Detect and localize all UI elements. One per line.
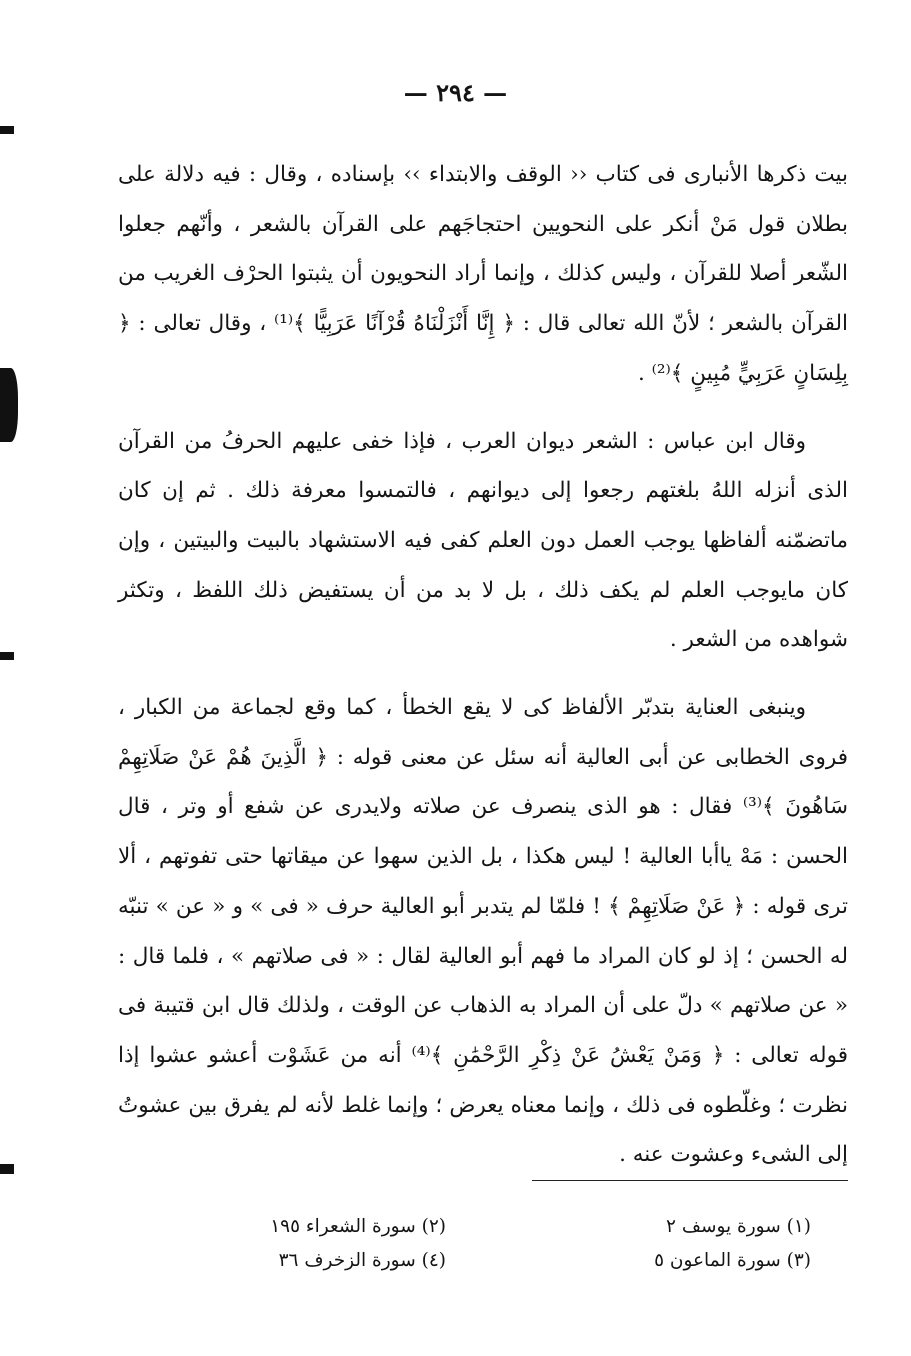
footnote-3: (٣) سورة الماعون ٥ (654, 1250, 811, 1271)
footnote-1: (١) سورة يوسف ٢ (666, 1216, 811, 1237)
binding-mark (0, 1164, 14, 1174)
footnote-separator (532, 1180, 848, 1181)
paragraph: وقال ابن عباس : الشعر ديوان العرب ، فإذا خفى عليهم الحرفُ من القرآن الذى أنزله اللهُ بلغتهم رجعوا إلى ديوانهم ، فالتمسوا معرفة ذلك . ثم إن كان ماتضمّنه ألفاظها يوجب العمل دون العلم كفى فيه الاستشهاد بالبيت والبيتين ، وإن كان مايوجب العلم لم يكف ذلك ، بل لا بد من أن يستفيض ذلك اللفظ ، وتكثر شواهده من الشعر . (118, 428, 848, 653)
paragraph: بيت ذكرها الأنبارى فى كتاب ‹‹ الوقف والابتداء ›› بإسناده ، وقال : فيه دلالة على بطلان قول مَنْ أنكر على النحويين احتجاجَهم على القرآن بالشعر ، وأنّهم جعلوا الشّعر أصلا للقرآن ، وليس كذلك ، وإنما أراد النحويون أن يثبتوا الحرْف الغريب من القرآن بالشعر ؛ لأنّ الله تعالى قال : ﴿ إِنَّا أَنْزَلْنَاهُ قُرْآنًا عَرَبِيًّا ﴾⁽¹⁾ ، وقال تعالى : ﴿ بِلِسَانٍ عَرَبِيٍّ مُبِينٍ ﴾⁽²⁾ . (118, 162, 848, 386)
footnote-4: (٤) سورة الزخرف ٣٦ (278, 1250, 446, 1271)
paragraph: وينبغى العناية بتدبّر الألفاظ كى لا يقع الخطأ ، كما وقع لجماعة من الكبار ، فروى الخطابى عن أبى العالية أنه سئل عن معنى قوله : ﴿ الَّذِينَ هُمْ عَنْ صَلَاتِهِمْ سَاهُونَ ﴾⁽³⁾ فقال : هو الذى ينصرف عن صلاته ولايدرى عن شفع أو وتر ، قال الحسن : مَهْ ياأبا العالية ! ليس هكذا ، بل الذين سهوا عن ميقاتها حتى تفوتهم ، ألا ترى قوله : ﴿ عَنْ صَلَاتِهِمْ ﴾ ! فلمّا لم يتدبر أبو العالية حرف « فى » و « عن » تنبّه له الحسن ؛ إذ لو كان المراد ما فهم أبو العالية لقال : « فى صلاتهم » ، فلما قال : « عن صلاتهم » دلّ على أن المراد به الذهاب عن الوقت ، ولذلك قال ابن قتيبة فى قوله تعالى : ﴿ وَمَنْ يَعْشُ عَنْ ذِكْرِ الرَّحْمَٰنِ ﴾⁽⁴⁾ أنه من عَشَوْت أعشو عشوا إذا نظرت ؛ وغلّطوه فى ذلك ، وإنما معناه يعرض ؛ وإنما غلط لأنه لم يفرق بين عشوتُ إلى الشىء وعشوت عنه . (118, 695, 848, 1168)
page-number: — ٢٩٤ — (403, 78, 508, 107)
footnote-2: (٢) سورة الشعراء ١٩٥ (270, 1216, 446, 1237)
binding-mark (0, 368, 18, 442)
main-text (118, 150, 848, 1198)
binding-mark (0, 126, 14, 134)
binding-mark (0, 652, 14, 660)
